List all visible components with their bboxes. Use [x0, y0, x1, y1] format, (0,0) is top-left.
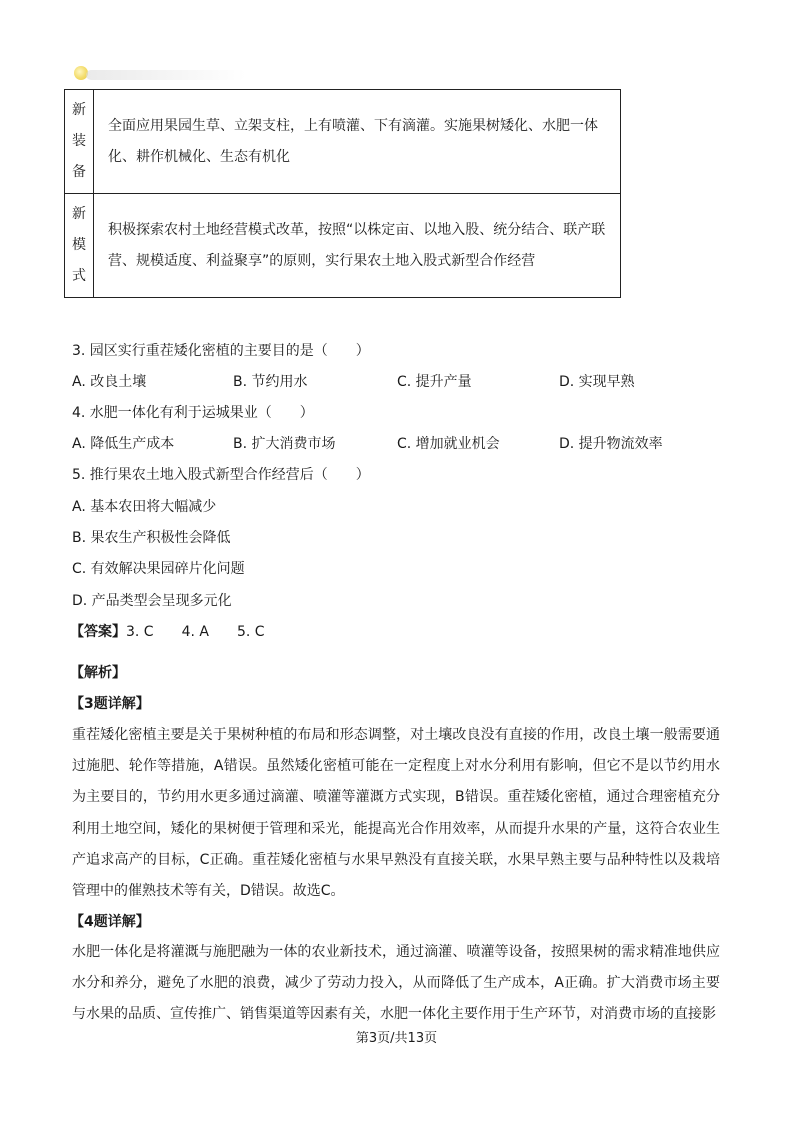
answer-line	[70, 621, 265, 641]
page-footer: 第3页/共13页	[355, 1031, 438, 1046]
q3-option-a: A. 改良土壤	[72, 374, 147, 390]
q4-option-b: B. 扩大消费市场	[233, 436, 336, 452]
row-content: 积极探索农村土地经营模式改革，按照“以株定亩、以地入股、统分结合、联产联营、规模适度、利益聚享”的原则，实行果农土地入股式新型合作经营	[94, 194, 621, 298]
row-header-char: 新	[72, 102, 86, 118]
row-header-char: 备	[72, 164, 86, 180]
q5-option-c: C. 有效解决果园碎片化问题	[72, 561, 245, 577]
question-3-stem: 3. 园区实行重茬矮化密植的主要目的是（ ）	[72, 343, 370, 359]
table-row	[65, 194, 621, 298]
question-5-stem: 5. 推行果农土地入股式新型合作经营后（ ）	[72, 467, 370, 483]
q4-option-c: C. 增加就业机会	[397, 436, 500, 452]
analysis-label: 【解析】	[70, 665, 126, 681]
detail-4-text: 水肥一体化是将灌溉与施肥融为一体的农业新技术，通过滴灌、喷灌等设备，按照果树的需求精准地供应水分和养分，避免了水肥的浪费，减少了劳动力投入，从而降低了生产成本，A正确。扩大消费市场主要与水果的品质、宣传推广、销售渠道等因素有关，水肥一体化主要作用于生产环节，对消费市场的直接影	[72, 944, 720, 1023]
detail-4-title: 【4题详解】	[70, 914, 150, 930]
q3-option-d: D. 实现早熟	[559, 374, 635, 390]
detail-3-title: 【3题详解】	[70, 696, 150, 712]
logo	[74, 66, 92, 82]
table-row	[65, 90, 621, 194]
q3-option-c: C. 提升产量	[397, 374, 472, 390]
logo-watermark	[86, 70, 246, 80]
row-header-char: 模	[72, 237, 86, 253]
row-header	[65, 194, 94, 298]
q4-option-a: A. 降低生产成本	[72, 436, 175, 452]
row-header	[65, 90, 94, 194]
q4-option-d: D. 提升物流效率	[559, 436, 663, 452]
answer-label: 【答案】	[70, 624, 126, 640]
row-content: 全面应用果园生草、立架支柱，上有喷灌、下有滴灌。实施果树矮化、水肥一体化、耕作机械化、生态有机化	[94, 90, 621, 194]
info-table	[64, 89, 621, 298]
row-header-char: 装	[72, 133, 86, 149]
question-4-stem: 4. 水肥一体化有利于运城果业（ ）	[72, 405, 314, 421]
q5-option-d: D. 产品类型会呈现多元化	[72, 593, 232, 609]
q5-option-a: A. 基本农田将大幅减少	[72, 499, 217, 515]
detail-3-text: 重茬矮化密植主要是关于果树种植的布局和形态调整，对土壤改良没有直接的作用，改良土壤一般需要通过施肥、轮作等措施，A错误。虽然矮化密植可能在一定程度上对水分利用有影响，但它不是以节约用水为主要目的，节约用水更多通过滴灌、喷灌等灌溉方式实现，B错误。重茬矮化密植，通过合理密植充分利用土地空间，矮化的果树便于管理和采光，能提高光合作用效率，从而提升水果的产量，这符合农业生产追求高产的目标，C正确。重茬矮化密植与水果早熟没有直接关联，水果早熟主要与品种特性以及栽培管理中的催熟技术等有关，D错误。故选C。	[72, 727, 720, 900]
row-header-char: 式	[72, 268, 86, 284]
answer-text: 3. C 4. A 5. C	[126, 624, 265, 640]
q5-option-b: B. 果农生产积极性会降低	[72, 530, 231, 546]
q3-option-b: B. 节约用水	[233, 374, 308, 390]
row-header-char: 新	[72, 206, 86, 222]
